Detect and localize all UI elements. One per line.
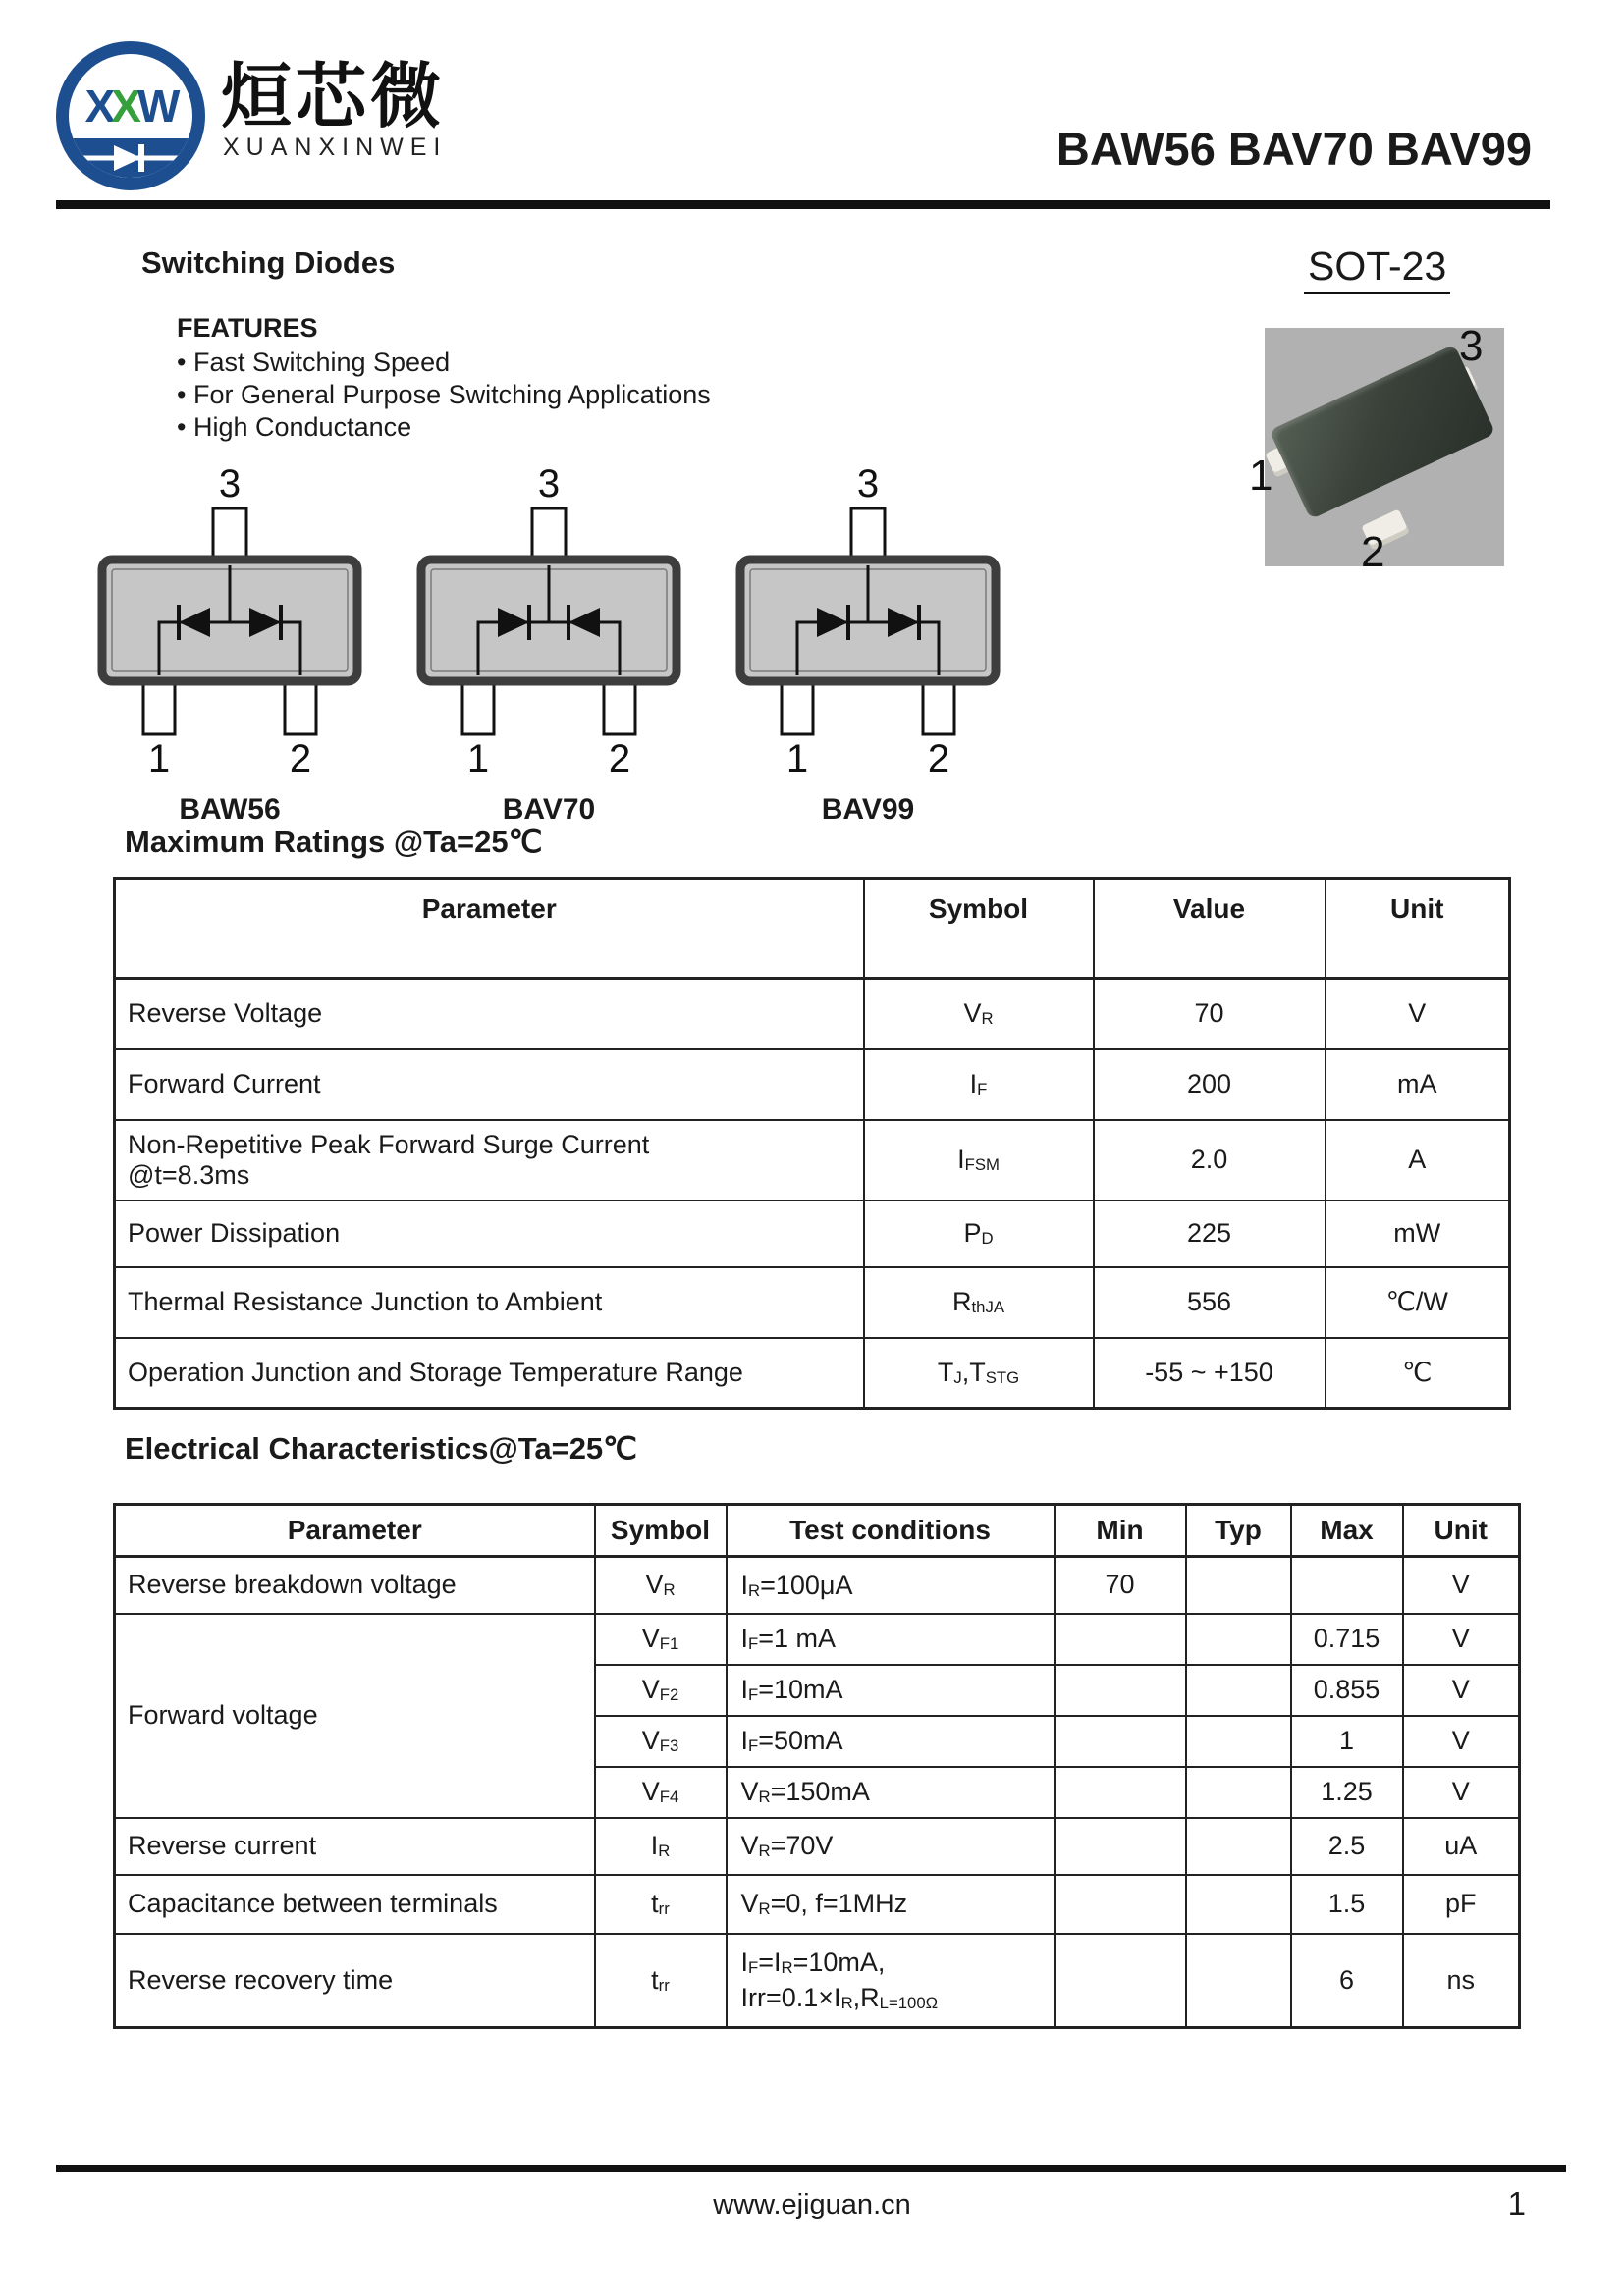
table-row xyxy=(115,1049,1510,1120)
test-condition: $I_R=100\mu A$ xyxy=(740,1570,853,1600)
max-ratings-table xyxy=(113,877,1511,1410)
table-cell: $I_{FSM}$ xyxy=(864,1120,1094,1201)
table-cell: Reverse breakdown voltage xyxy=(115,1557,595,1614)
schematic-diagrams xyxy=(82,465,1015,827)
column-header: Parameter xyxy=(115,1505,595,1557)
table-cell: 556 xyxy=(1094,1267,1326,1338)
table-cell: V xyxy=(1403,1557,1520,1614)
table-cell: mW xyxy=(1326,1201,1510,1267)
elec-char-heading: Electrical Characteristics@Ta=25℃ xyxy=(125,1431,637,1466)
feature-item: • High Conductance xyxy=(177,411,711,444)
column-header: Unit xyxy=(1403,1505,1520,1557)
table-cell xyxy=(1055,1818,1186,1875)
diagram-part-name: BAV70 xyxy=(502,793,596,826)
column-header: Symbol xyxy=(595,1505,727,1557)
table-cell: 200 xyxy=(1094,1049,1326,1120)
diagram-baw56 xyxy=(82,465,377,827)
test-condition: $V_R=0$, f=1MHz xyxy=(740,1889,908,1919)
table-cell: 1 xyxy=(1291,1716,1403,1767)
pin-number: 1 xyxy=(147,737,171,780)
table-cell: $V_R$ xyxy=(595,1557,727,1614)
test-condition: $I_F=10mA$ xyxy=(740,1675,843,1705)
table-row xyxy=(115,1338,1510,1409)
table-cell xyxy=(1186,1818,1291,1875)
test-condition: $Irr=0.1\times I_R,R_{L=100\Omega}$ xyxy=(740,1983,939,2013)
table-cell: Non-Repetitive Peak Forward Surge Current @t=8.3ms xyxy=(115,1120,864,1201)
diagram-bav99 xyxy=(721,465,1015,827)
footer-rule xyxy=(56,2165,1566,2172)
table-row xyxy=(115,1557,1520,1614)
table-cell xyxy=(1186,1716,1291,1767)
table-row xyxy=(115,979,1510,1049)
photo-pin-label: 1 xyxy=(1249,452,1273,500)
pin-number: 3 xyxy=(537,465,561,506)
table-cell: Operation Junction and Storage Temperature Range xyxy=(115,1338,864,1409)
table-cell: 1.5 xyxy=(1291,1875,1403,1934)
table-cell: $V_R$ xyxy=(864,979,1094,1049)
logo-circle xyxy=(56,41,205,190)
logo-letter: X xyxy=(84,80,112,132)
table-cell xyxy=(727,1557,1055,1614)
pin-number: 1 xyxy=(466,737,490,780)
table-cell: Reverse recovery time xyxy=(115,1934,595,2028)
table-cell: 0.855 xyxy=(1291,1665,1403,1716)
table-cell xyxy=(727,1767,1055,1818)
table-cell xyxy=(1186,1614,1291,1665)
table-cell xyxy=(1055,1934,1186,2028)
pin-number: 3 xyxy=(856,465,880,506)
column-header: Max xyxy=(1291,1505,1403,1557)
logo-monogram xyxy=(69,80,192,133)
diode-schematic xyxy=(402,465,696,784)
table-cell xyxy=(1186,1767,1291,1818)
column-header: Value xyxy=(1094,879,1326,979)
table-cell: Thermal Resistance Junction to Ambient xyxy=(115,1267,864,1338)
table-cell xyxy=(1186,1665,1291,1716)
features-heading: FEATURES xyxy=(177,313,318,343)
table-cell xyxy=(727,1716,1055,1767)
table-cell: mA xyxy=(1326,1049,1510,1120)
table-cell: V xyxy=(1403,1716,1520,1767)
table-cell: $V_{F1}$ xyxy=(595,1614,727,1665)
table-cell xyxy=(1055,1716,1186,1767)
table-cell: V xyxy=(1403,1665,1520,1716)
logo-diode-band xyxy=(69,138,192,178)
table-cell: 2.5 xyxy=(1291,1818,1403,1875)
package-label: SOT-23 xyxy=(1304,243,1450,294)
table-cell: 70 xyxy=(1094,979,1326,1049)
table-cell: 1.25 xyxy=(1291,1767,1403,1818)
table-row xyxy=(115,1201,1510,1267)
sot23-photo xyxy=(1249,322,1504,576)
table-cell: Power Dissipation xyxy=(115,1201,864,1267)
table-cell: ℃/W xyxy=(1326,1267,1510,1338)
max-ratings-heading: Maximum Ratings @Ta=25℃ xyxy=(125,825,543,859)
table-cell xyxy=(1291,1557,1403,1614)
diagram-part-name: BAW56 xyxy=(179,793,281,826)
table-cell: $V_{F2}$ xyxy=(595,1665,727,1716)
table-cell xyxy=(1055,1614,1186,1665)
footer-page-number: 1 xyxy=(1507,2185,1526,2221)
table-cell xyxy=(1186,1557,1291,1614)
column-header: Min xyxy=(1055,1505,1186,1557)
table-cell xyxy=(1186,1934,1291,2028)
feature-item: • Fast Switching Speed xyxy=(177,347,711,379)
table-cell xyxy=(1055,1767,1186,1818)
test-condition: $V_R=150mA$ xyxy=(740,1777,870,1807)
table-row xyxy=(115,1267,1510,1338)
table-cell: V xyxy=(1326,979,1510,1049)
table-cell: V xyxy=(1403,1767,1520,1818)
table-cell: Forward Current xyxy=(115,1049,864,1120)
table-cell xyxy=(727,1818,1055,1875)
table-cell: pF xyxy=(1403,1875,1520,1934)
table-cell xyxy=(727,1875,1055,1934)
table-cell: 225 xyxy=(1094,1201,1326,1267)
table-cell: $R_{thJA}$ xyxy=(864,1267,1094,1338)
test-condition: $I_F=1$ mA xyxy=(740,1624,837,1654)
table-cell: $t_{rr}$ xyxy=(595,1934,727,2028)
table-cell: -55 ~ +150 xyxy=(1094,1338,1326,1409)
page-title: BAW56 BAV70 BAV99 xyxy=(1056,123,1532,175)
table-cell: Reverse current xyxy=(115,1818,595,1875)
photo-pin-label: 3 xyxy=(1459,322,1484,370)
column-header: Parameter xyxy=(115,879,864,979)
table-cell xyxy=(1055,1665,1186,1716)
table-cell xyxy=(727,1665,1055,1716)
column-header: Symbol xyxy=(864,879,1094,979)
company-logo xyxy=(56,39,468,211)
table-cell: $I_F$ xyxy=(864,1049,1094,1120)
pin-number: 2 xyxy=(608,737,631,780)
column-header: Unit xyxy=(1326,879,1510,979)
diode-symbol-icon xyxy=(77,140,185,176)
column-header: Typ xyxy=(1186,1505,1291,1557)
diagram-bav70 xyxy=(402,465,696,827)
table-cell: $P_D$ xyxy=(864,1201,1094,1267)
table-cell: $V_{F4}$ xyxy=(595,1767,727,1818)
diagram-part-name: BAV99 xyxy=(821,793,915,826)
column-header: Test conditions xyxy=(727,1505,1055,1557)
test-condition: $I_F=I_R=10mA$, xyxy=(740,1947,886,1977)
feature-item: • For General Purpose Switching Applications xyxy=(177,379,711,411)
table-cell: 70 xyxy=(1055,1557,1186,1614)
features-list xyxy=(177,347,711,444)
elec-char-table xyxy=(113,1503,1521,2029)
table-cell xyxy=(727,1614,1055,1665)
test-condition: $I_F=50mA$ xyxy=(740,1726,843,1756)
table-cell: $V_{F3}$ xyxy=(595,1716,727,1767)
table-cell: 6 xyxy=(1291,1934,1403,2028)
table-cell: Reverse Voltage xyxy=(115,979,864,1049)
table-cell: A xyxy=(1326,1120,1510,1201)
pin-number: 2 xyxy=(289,737,312,780)
table-header-row xyxy=(115,1505,1520,1557)
pin-number: 2 xyxy=(927,737,950,780)
table-cell: Forward voltage xyxy=(115,1614,595,1818)
table-cell xyxy=(727,1934,1055,2028)
table-row xyxy=(115,1818,1520,1875)
diode-schematic xyxy=(721,465,1015,784)
table-row xyxy=(115,1120,1510,1201)
table-cell: 2.0 xyxy=(1094,1120,1326,1201)
table-row xyxy=(115,1934,1520,2028)
pin-number: 3 xyxy=(218,465,242,506)
table-cell: 0.715 xyxy=(1291,1614,1403,1665)
table-cell: uA xyxy=(1403,1818,1520,1875)
table-cell xyxy=(1186,1875,1291,1934)
table-cell: Capacitance between terminals xyxy=(115,1875,595,1934)
table-cell xyxy=(1055,1875,1186,1934)
test-condition: $V_R=70V$ xyxy=(740,1831,834,1861)
logo-letter: W xyxy=(136,80,177,132)
header-rule xyxy=(56,200,1550,209)
table-cell: ns xyxy=(1403,1934,1520,2028)
photo-pin-label: 2 xyxy=(1361,528,1385,576)
table-cell: $t_{rr}$ xyxy=(595,1875,727,1934)
footer-url: www.ejiguan.cn xyxy=(713,2189,911,2220)
company-name-en: XUANXINWEI xyxy=(223,133,448,161)
subtitle: Switching Diodes xyxy=(141,245,396,280)
table-cell: V xyxy=(1403,1614,1520,1665)
table-cell: ℃ xyxy=(1326,1338,1510,1409)
features-section xyxy=(177,312,711,444)
table-cell: $T_J,T_{STG}$ xyxy=(864,1338,1094,1409)
company-name-cn: 烜芯微 xyxy=(221,58,446,136)
logo-letter: X xyxy=(111,80,137,132)
table-row xyxy=(115,1614,1520,1665)
diode-schematic xyxy=(82,465,377,784)
table-header-row xyxy=(115,879,1510,979)
table-cell: $I_R$ xyxy=(595,1818,727,1875)
pin-number: 1 xyxy=(785,737,809,780)
table-row xyxy=(115,1875,1520,1934)
